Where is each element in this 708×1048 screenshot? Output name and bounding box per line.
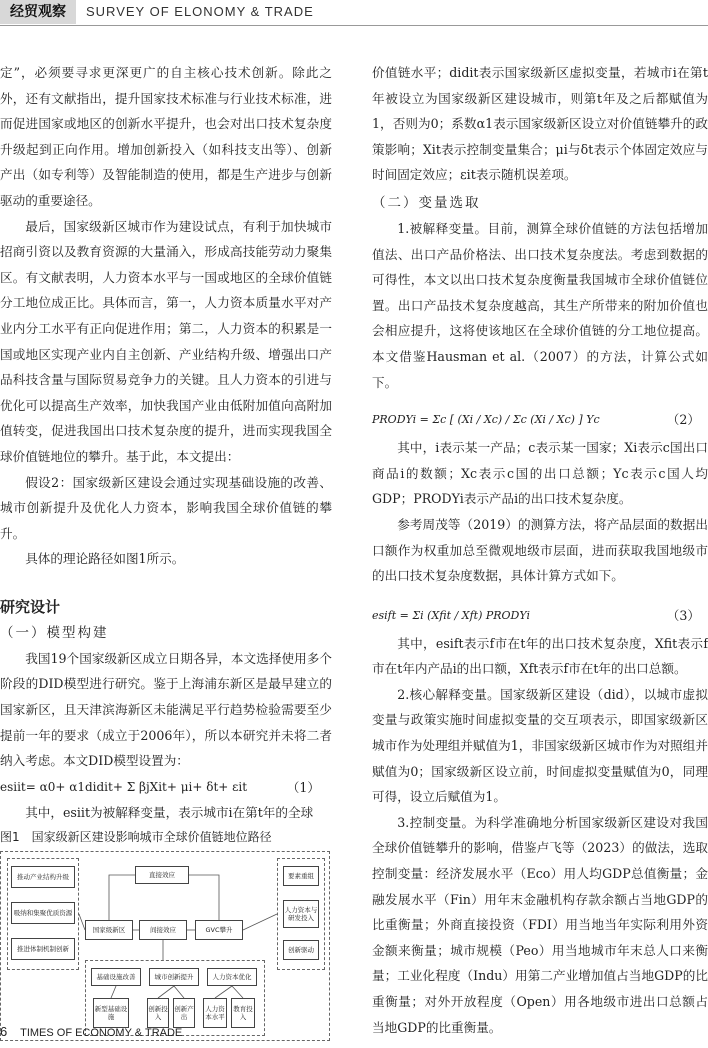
diagram-node: 吸纳和集聚优质资源 [11, 902, 75, 924]
paragraph: 定”，必须要寻求更深更广的自主核心技术创新。除此之外，还有文献指出，提升国家技术标准与行业技术标准，进而促进国家或地区的创新水平提升，也会对出口技术复杂度升级起到正向作用。增加创新投入（如科技支出等）、创新产出（如专利等）及智能制造的使用，都是生产进步与创新驱动的重要途径。 [0, 65, 332, 208]
left-column [0, 60, 332, 1041]
diagram-connectors [1, 852, 331, 1042]
figure-caption: 图1 国家级新区建设影响城市全球价值链地位路径 [0, 830, 272, 845]
equation-2: PRODYi = Σc [ (Xi / Xc) / Σc (Xi / Xc) ] Yc （2） [372, 412, 700, 428]
diagram-node: 推动产业结构升级 [11, 866, 75, 888]
equation-1: esiit= α0+ α1didit+ Σ βjXit+ μi+ δt+ εit （1） [0, 779, 320, 795]
diagram-node: 人力资本水平 [203, 998, 227, 1028]
paragraph: 价值链水平；didit表示国家级新区虚拟变量，若城市i在第t年被设立为国家级新区建设城市，则第t年及之后都赋值为1，否则为0；系数α1表示国家级新区设立对价值链攀升的政策影响；Xit表示控制变量集合；μi与δt表示个体固定效应与时间固定效应；εit表示随机误差项。 [372, 65, 708, 183]
paragraph: 2.核心解释变量。国家级新区建设（did），以城市虚拟变量与政策实施时间虚拟变量的交互项表示，即国家级新区城市作为处理组并赋值为1，非国家级新区城市作为对照组并赋值为0；国家级新区设立前，时间虚拟变量赋值为0，同理可得，设立后赋值为1。 [372, 686, 708, 805]
paragraph: 其中，esiit为被解释变量，表示城市i在第t年的全球 [25, 804, 314, 820]
diagram-node: 创新驱动 [283, 940, 319, 960]
diagram-node: 间接效应 [139, 920, 187, 940]
diagram-node: 国家级新区 [85, 920, 133, 940]
diagram-node: GVC攀升 [195, 920, 243, 940]
header-rule [0, 25, 708, 26]
diagram-node: 直接效应 [135, 866, 189, 884]
page-number: 6 [0, 1024, 8, 1039]
diagram-node: 要素重组 [283, 866, 319, 886]
running-footer [0, 1024, 182, 1039]
paragraph: 参考周茂等（2019）的测算方法，将产品层面的数据出口额作为权重加总至微观地级市层面，进而获取我国地级市的出口技术复杂度数据，具体计算方式如下。 [372, 516, 708, 584]
diagram-node: 人力资本与研发投入 [283, 900, 319, 928]
running-header [0, 0, 708, 26]
diagram-node: 人力资本优化 [207, 968, 257, 986]
subsection-heading: （一）模型构建 [0, 624, 109, 641]
paragraph: 1.被解释变量。目前，测算全球价值链的方法包括增加值法、出口产品价格法、出口技术复杂度法。考虑到数据的可得性，本文以出口技术复杂度衡量我国城市全球价值链位置。出口产品技术复杂度越高，其生产所带来的附加价值也会相应提升，这将使该地区在全球价值链的分工地位提高。本文借鉴Hausman et al.（2007）的方法，计算公式如下。 [372, 220, 708, 390]
paragraph: 我国19个国家级新区成立日期各异，本文选择使用多个阶段的DID模型进行研究。鉴于上海浦东新区是最早建立的国家新区，且天津滨海新区未能满足平行趋势检验需要至少提前一年的要求（成立于2006年），所以本研究并未将二者纳入考虑。本文DID模型设置为： [0, 650, 332, 769]
section-heading: 研究设计 [0, 597, 61, 616]
journal-english-name: SURVEY OF ELONOMY & TRADE [86, 4, 314, 19]
footer-journal-name: TIMES OF ECONOMY & TRADE [20, 1027, 183, 1039]
diagram-node: 教育投入 [231, 998, 255, 1028]
paragraph: 其中，i表示某一产品；c表示某一国家；Xi表示c国出口商品i的数额；Xc表示c国的出口总额；Yc表示c国人均GDP；PRODYi表示产品i的出口技术复杂度。 [372, 440, 708, 507]
subsection-heading: （二）变量选取 [372, 194, 481, 211]
diagram-node: 创新投入 [147, 998, 169, 1028]
diagram-node: 创新产出 [173, 998, 195, 1028]
diagram-node: 基础设施改善 [91, 968, 141, 986]
paragraph: 具体的理论路径如图1所示。 [25, 551, 185, 567]
right-column [372, 60, 708, 1040]
paragraph: 3.控制变量。为科学准确地分析国家级新区建设对我国全球价值链攀升的影响，借鉴卢飞等（2023）的做法，选取控制变量：经济发展水平（Eco）用人均GDP总值衡量；金融发展水平（Fin）用年末金融机构存款余额占当地GDP的比重衡量；外商直接投资（FDI）用当地当年实际利用外资金额来衡量；城市规模（Peo）用当地城市年末总人口来衡量；工业化程度（Indu）用第二产业增加值占当地GDP的比重衡量；对外开放程度（Open）用各地级市进出口总额占当地GDP的比重衡量。 [372, 814, 708, 1035]
paragraph: 最后，国家级新区城市作为建设试点，有利于加快城市招商引资以及教育资源的大量涌入，形成高技能劳动力聚集区。有文献表明，人力资本水平与一国或地区的全球价值链分工地位成正比。具体而言，第一，人力资本质量水平对产业内分工水平有正向促进作用；第二，人力资本的积累是一国或地区实现产业内自主创新、产业结构升级、增强出口产品科技含量与国际贸易竞争力的关键。且人力资本的引进与优化可以提高生产效率，加快我国产业由低附加值向高附加值转变，促进我国出口技术复杂度的提升，进而实现我国全球价值链地位的攀升。基于此，本文提出： [0, 218, 332, 464]
hypothesis-2: 假设2：国家级新区建设会通过实现基础设施的改善、城市创新提升及优化人力资本，影响我国全球价值链的攀升。 [0, 474, 332, 541]
path-diagram [0, 851, 330, 1041]
paragraph: 其中，esift表示f市在t年的出口技术复杂度，Xfit表示f市在t年内产品i的出口额，Xft表示f市在t年的出口总额。 [372, 635, 708, 677]
diagram-node: 推进体制机制创新 [11, 938, 75, 960]
journal-brand: 经贸观察 [0, 0, 76, 24]
diagram-node: 城市创新提升 [149, 968, 199, 986]
diagram-node: 新型基础设施 [93, 998, 129, 1028]
equation-3: esift = Σi (Xfit / Xft) PRODYi （3） [372, 607, 700, 623]
